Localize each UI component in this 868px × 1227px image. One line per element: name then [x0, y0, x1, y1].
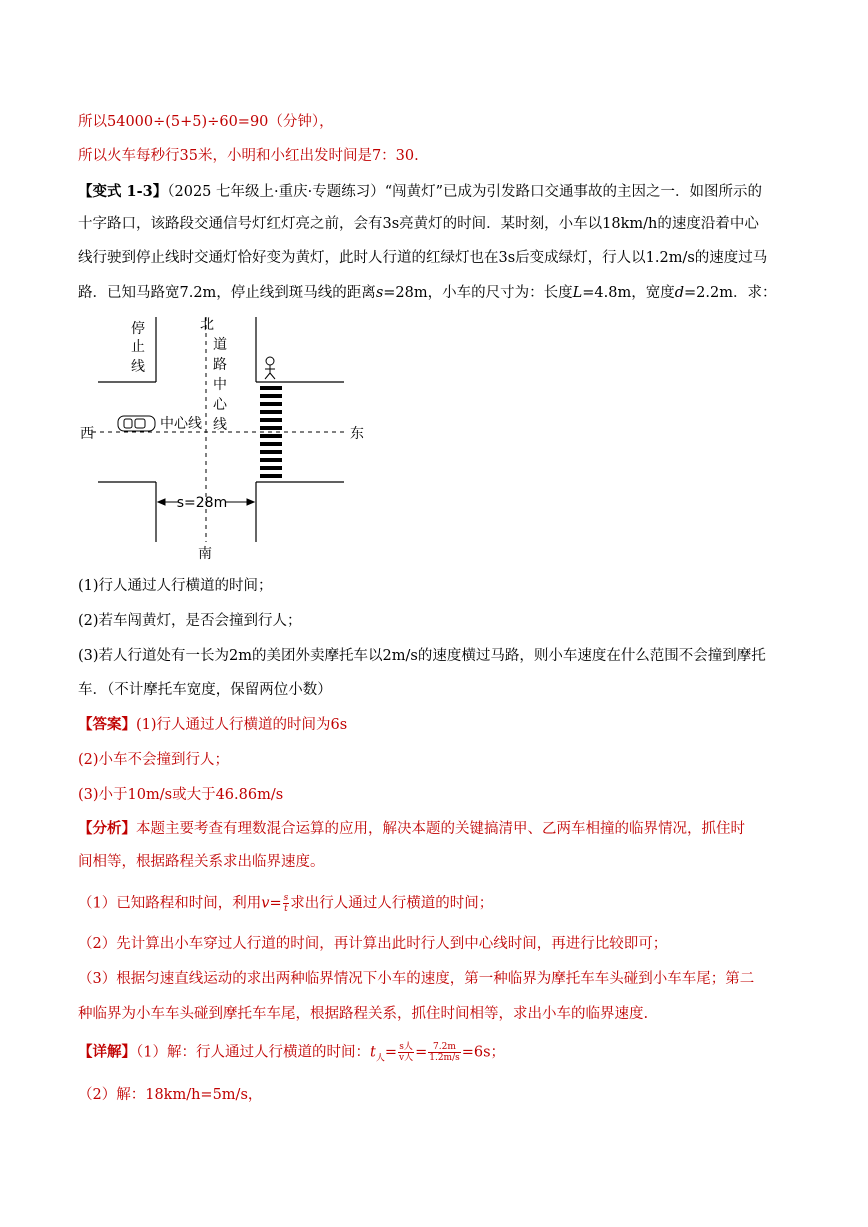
variant-tag: 【变式 1-3】 [78, 183, 168, 200]
road-center-label-1: 道 [213, 337, 227, 353]
question-3-line-1: (3)若人行道处有一长为2m的美团外卖摩托车以2m/s的速度横过马路，则小车速度在什么范围不会撞到摩托 [78, 648, 766, 664]
analysis-step-3-line-2: 种临界为小车车头碰到摩托车车尾，根据路程关系，抓住时间相等，求出小车的临界速度. [78, 1006, 649, 1022]
problem-line-4: 路．已知马路宽7.2m，停止线到斑马线的距离s=28m，小车的尺寸为：长度L=4.8m，宽度d=2.2m．求： [78, 285, 777, 301]
road-center-label-2: 路 [213, 357, 227, 373]
analysis-tag: 【分析】 [78, 820, 136, 837]
detail-line-1: 【详解】（1）解：行人通过人行横道的时间：$t_人=$ $\frac{\text{s人}}{\text{v人}}$ = $\frac{7.2m}{1.2m/s}$ =6s； [78, 1042, 506, 1064]
road-center-label-3: 中 [213, 377, 227, 393]
problem-line-3: 线行驶到停止线时交通灯恰好变为黄灯，此时人行道的红绿灯也在3s后变成绿灯，行人以1.2m/s的速度过马 [78, 250, 768, 266]
answer-line-2: (2)小车不会撞到行人； [78, 752, 230, 768]
analysis-line-2: 间相等，根据路程关系求出临界速度。 [78, 854, 325, 870]
intersection-diagram [78, 313, 378, 568]
analysis-step-2: （2）先计算出小车穿过人行道的时间，再计算出此时行人到中心线时间，再进行比较即可； [78, 936, 668, 952]
analysis-step-3-line-1: （3）根据匀速直线运动的求出两种临界情况下小车的速度，第一种临界为摩托车车头碰到小车车尾；第二 [78, 971, 755, 987]
variant-source: （2025 七年级上·重庆·专题练习） [167, 184, 385, 200]
analysis-line-1: 【分析】本题主要考查有理数混合运算的应用，解决本题的关键搞清甲、乙两车相撞的临界情况，抓住时 [78, 820, 745, 837]
question-1: (1)行人通过人行横道的时间； [78, 578, 273, 594]
pedestrian-icon [265, 357, 275, 379]
east-label: 东 [350, 426, 364, 442]
south-label: 南 [198, 546, 212, 562]
detail-fraction-1: $\frac{\text{s人}}{\text{v人}}$ [398, 1042, 414, 1063]
distance-label: s=28m [176, 495, 228, 511]
answer-line-1: 【答案】(1)行人通过人行横道的时间为6s [78, 716, 348, 733]
car-icon [118, 416, 155, 431]
problem-line-1: 【变式 1-3】（2025 七年级上·重庆·专题练习）“闯黄灯”已成为引发路口交通事故的主因之一．如图所示的 [78, 183, 763, 200]
formula-fraction: $\frac{s}{t}$ [283, 893, 289, 914]
north-label: 北 [200, 317, 214, 333]
analysis-step-1: （1）已知路程和时间，利用v= $\frac{s}{t}$ 求出行人通过人行横道的时间； [78, 893, 494, 914]
question-3-line-2: 车．（不计摩托车宽度，保留两位小数） [78, 682, 332, 698]
answer-line-3: (3)小于10m/s或大于46.86m/s [78, 787, 284, 803]
answer-tag: 【答案】 [78, 716, 136, 733]
question-2: (2)若车闯黄灯，是否会撞到行人； [78, 613, 302, 629]
stop-line-label-2: 止 [131, 339, 145, 355]
stop-line-label-3: 线 [131, 359, 145, 375]
road-center-label-4: 心 [213, 397, 227, 413]
detail-line-2: （2）解：18km/h=5m/s， [78, 1087, 263, 1103]
solution-line-2: 所以火车每秒行35米，小明和小红出发时间是7：30. [78, 148, 419, 164]
road-center-label-5: 线 [213, 417, 227, 433]
solution-line-1: 所以54000÷(5+5)÷60=90（分钟）， [78, 114, 334, 130]
center-line-label: 中心线 [160, 416, 202, 432]
problem-line-2: 十字路口，该路段交通信号灯红灯亮之前，会有3s亮黄灯的时间．某时刻，小车以18km/h的速度沿着中心 [78, 216, 759, 232]
detail-fraction-2: $\frac{7.2m}{1.2m/s}$ [429, 1042, 460, 1063]
stop-line-label-1: 停 [131, 321, 145, 337]
detail-tag: 【详解】 [78, 1043, 136, 1061]
west-label: 西 [80, 426, 94, 442]
